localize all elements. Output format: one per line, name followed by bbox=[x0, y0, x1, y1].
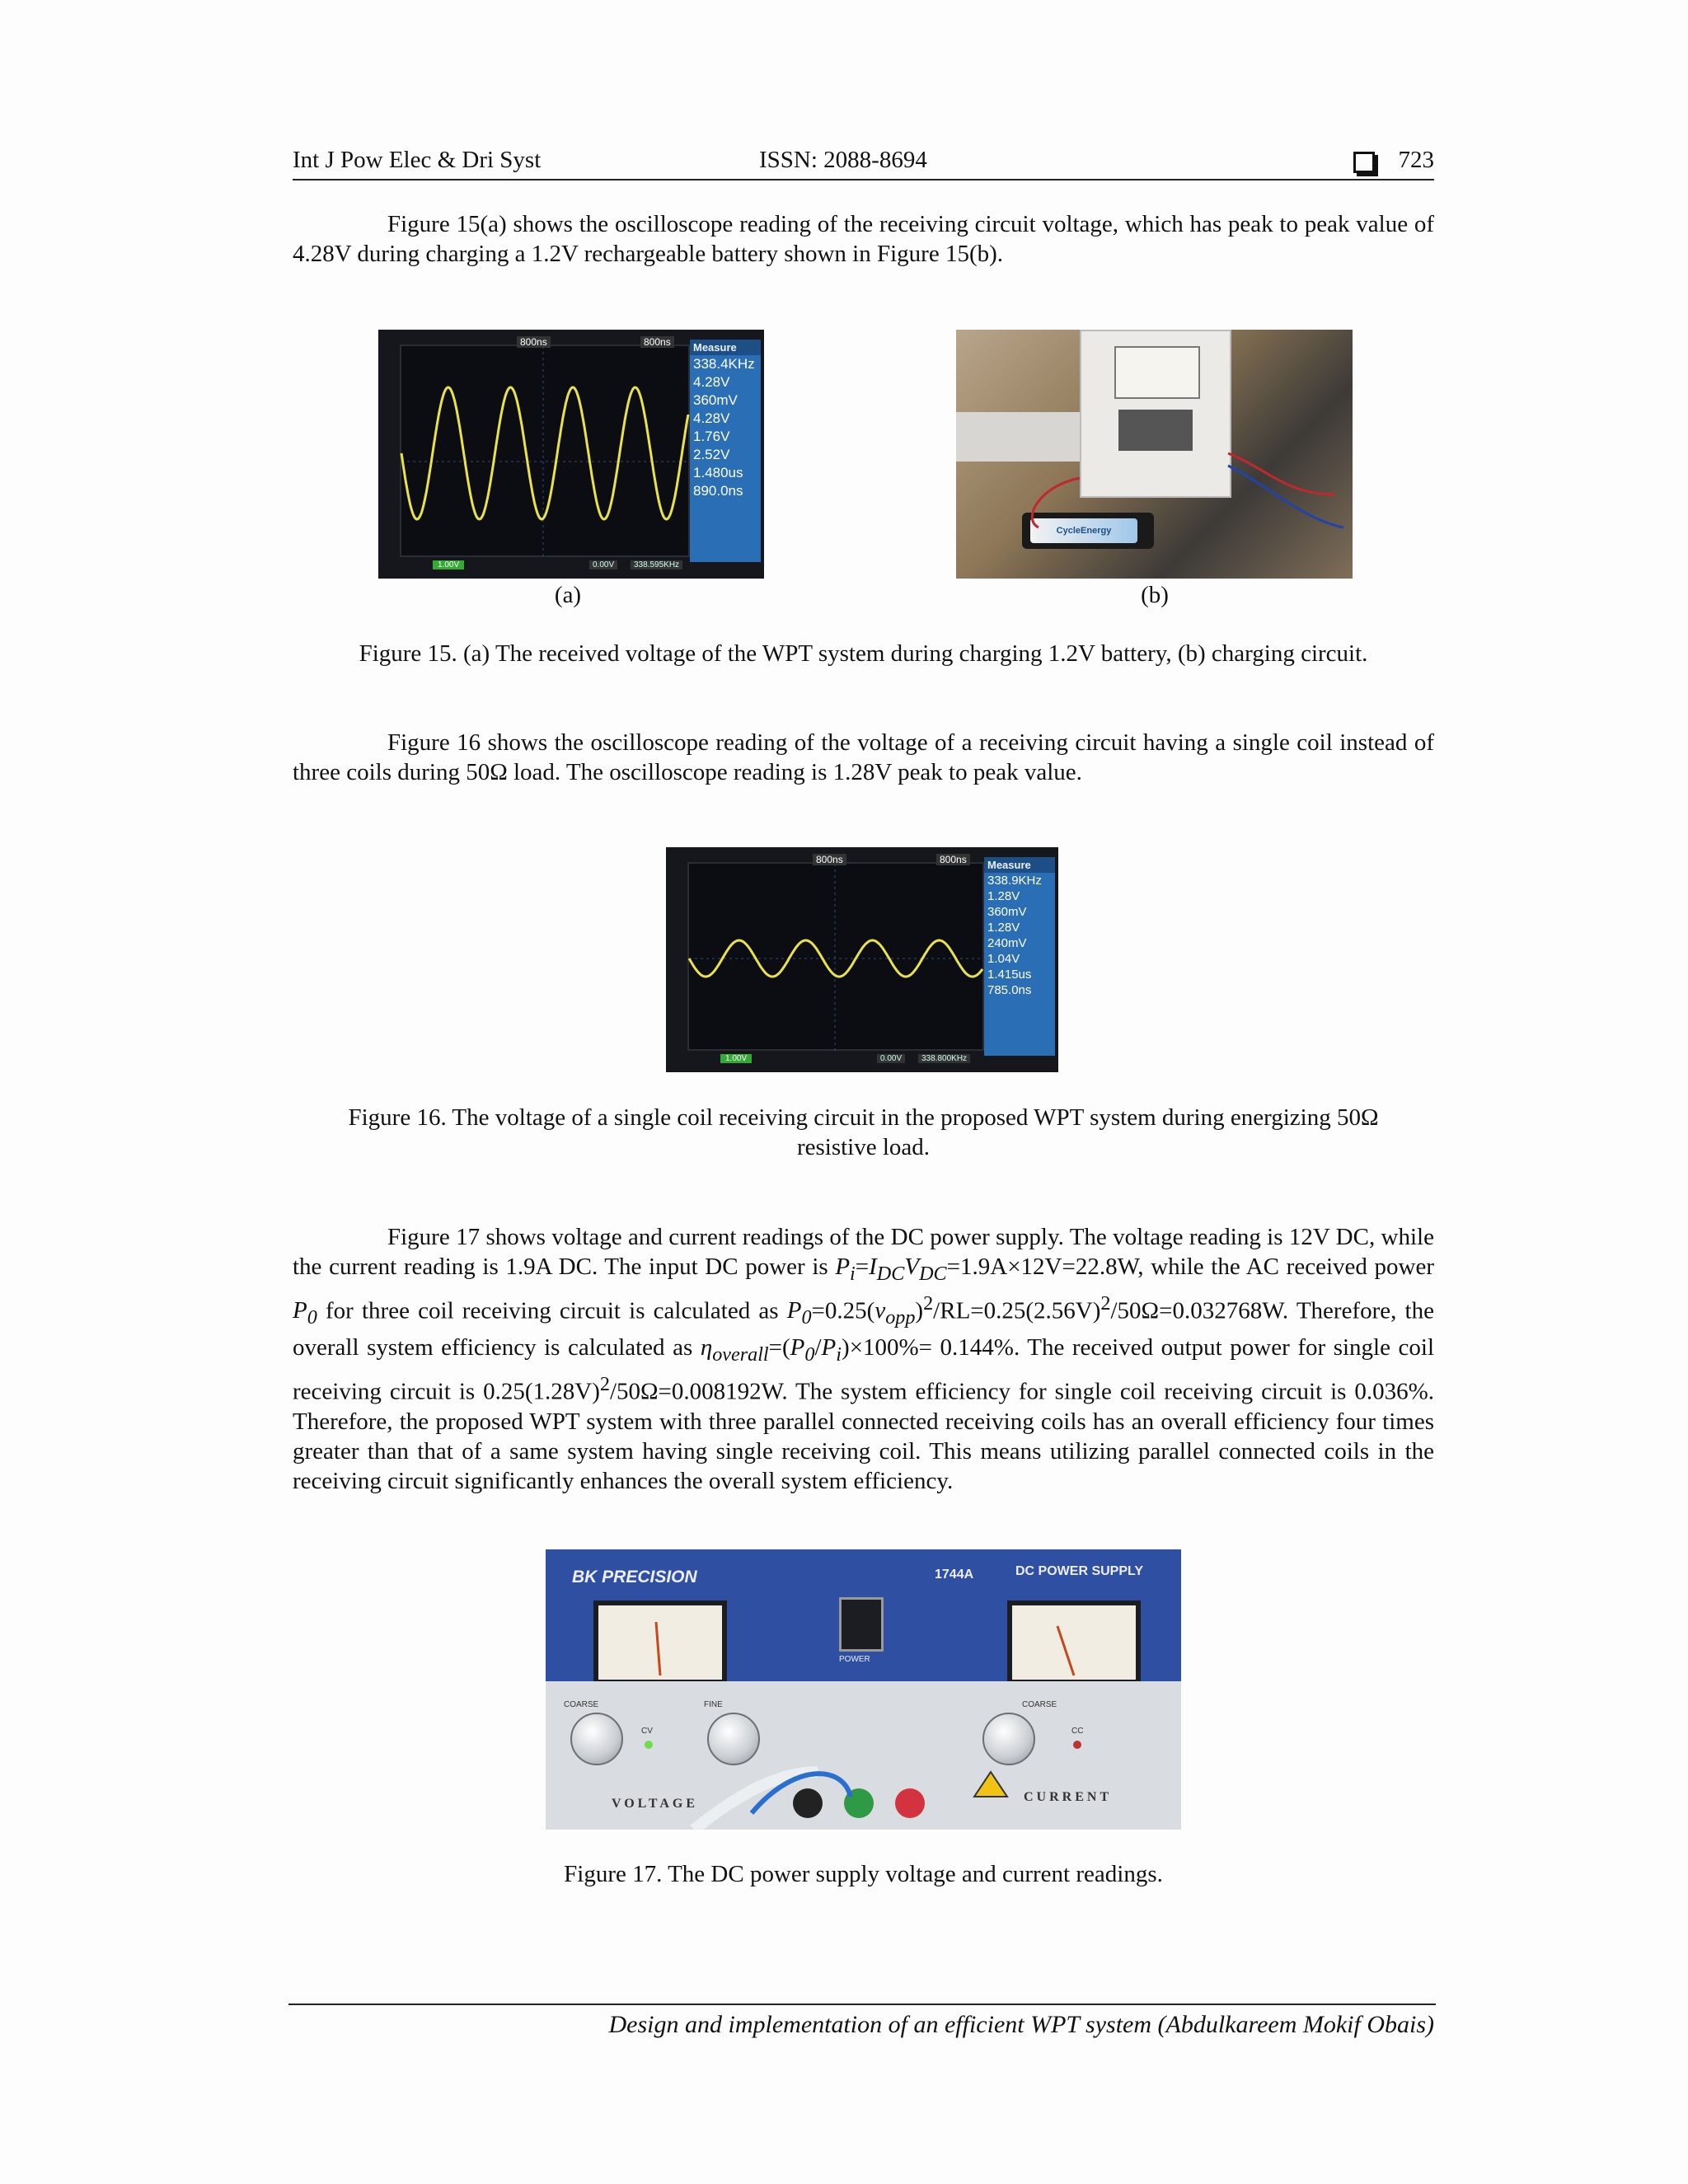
journal-name: Int J Pow Elec & Dri Syst bbox=[293, 147, 542, 173]
window-base: 800ns bbox=[640, 336, 674, 348]
measure-title: Measure bbox=[690, 340, 761, 355]
timebase: 800ns bbox=[813, 854, 846, 865]
wires bbox=[956, 330, 1353, 579]
current-label: CURRENT bbox=[1024, 1790, 1113, 1804]
psu-title: DC POWER SUPPLY bbox=[1015, 1564, 1143, 1578]
scope-statusbar: 1.00V 0.00V 338.800KHz bbox=[687, 1054, 984, 1069]
figure-15b-label: (b) bbox=[1141, 582, 1169, 608]
timebase: 800ns bbox=[517, 336, 551, 348]
box-icon bbox=[1353, 152, 1375, 173]
page-number: 723 bbox=[1398, 147, 1434, 173]
footer-rule bbox=[288, 2004, 1436, 2005]
test-leads bbox=[546, 1549, 1181, 1830]
voltage-label: VOLTAGE bbox=[612, 1797, 699, 1811]
figure-15a-label: (a) bbox=[554, 582, 582, 608]
figure-15b-charging-circuit-photo bbox=[956, 330, 1353, 579]
power-label: POWER bbox=[839, 1655, 870, 1664]
figure-17-caption: Figure 17. The DC power supply voltage and current readings. bbox=[564, 1861, 1163, 1887]
measure-panel: Measure 338.9KHz 1.28V 360mV 1.28V 240mV 1.04V 1.415us 785.0ns bbox=[984, 857, 1055, 1056]
figure-15a-oscilloscope bbox=[378, 330, 764, 579]
window-base: 800ns bbox=[936, 854, 970, 865]
psu-model: 1744A bbox=[935, 1568, 974, 1582]
figure-15-caption: Figure 15. (a) The received voltage of the WPT system during charging 1.2V battery, (b) charging circuit. bbox=[359, 640, 1368, 667]
paragraph-1: Figure 15(a) shows the oscilloscope reading of the receiving circuit voltage, which has peak to peak value of 4.28V during charging a 1.2V rechargeable battery shown in Figure 15(b). bbox=[293, 211, 1434, 267]
issn: ISSN: 2088-8694 bbox=[759, 147, 927, 173]
running-footer: Design and implementation of an efficient WPT system (Abdulkareem Mokif Obais) bbox=[608, 2011, 1434, 2038]
figure-17-power-supply-photo: BK PRECISION 1744A DC POWER SUPPLY POWER COARSE FINE CV CC COARSE VOLTAGE CURRENT bbox=[546, 1549, 1181, 1830]
battery: CycleEnergy bbox=[1030, 518, 1137, 543]
psu-brand: BK PRECISION bbox=[572, 1568, 697, 1586]
paragraph-2: Figure 16 shows the oscilloscope reading of the voltage of a receiving circuit having a single coil instead of three coils during 50Ω load. The oscilloscope reading is 1.28V peak to peak value. bbox=[293, 729, 1434, 785]
running-header bbox=[293, 147, 1434, 180]
figure-16-oscilloscope bbox=[666, 847, 1058, 1072]
header-rule bbox=[293, 179, 1434, 180]
measure-title: Measure bbox=[984, 857, 1055, 873]
measure-panel: Measure 338.4KHz 4.28V 360mV 4.28V 1.76V 2.52V 1.480us 890.0ns bbox=[690, 340, 761, 562]
paragraph-3: Figure 17 shows voltage and current readings of the DC power supply. The voltage reading is 12V DC, while the current reading is 1.9A DC. The input DC power is $P_i=I_{DC}V_{DC}=1.9A\times 12V=22.8W$, while the AC received power $P_0$ for three coil receiving circuit is calculated as $P_0=0.25(v_{opp})^2/RL=0.25(2.56V)^2/50\Omega=0.032768W$. Therefore, the overall system efficiency is calculated as $\eta_{overall}=(P_0/P_i)\times 100\%= 0.144\%$. The received output power for single coil receiving circuit is $0.25(1.28V)^2/50\Omega=0.008192W$. The system efficiency for single coil receiving circuit is 0.036%. Therefore, the proposed WPT system with three parallel connected receiving coils has an overall efficiency four times greater than that of a same system having single receiving coil. This means utilizing parallel connected coils in the receiving circuit significantly enhances the overall system efficiency. bbox=[293, 1224, 1435, 1494]
scope-statusbar: 1.00V 0.00V 338.595KHz bbox=[400, 560, 690, 575]
figure-16-caption: Figure 16. The voltage of a single coil receiving circuit in the proposed WPT system during energizing 50Ω resistive load. bbox=[348, 1104, 1379, 1160]
